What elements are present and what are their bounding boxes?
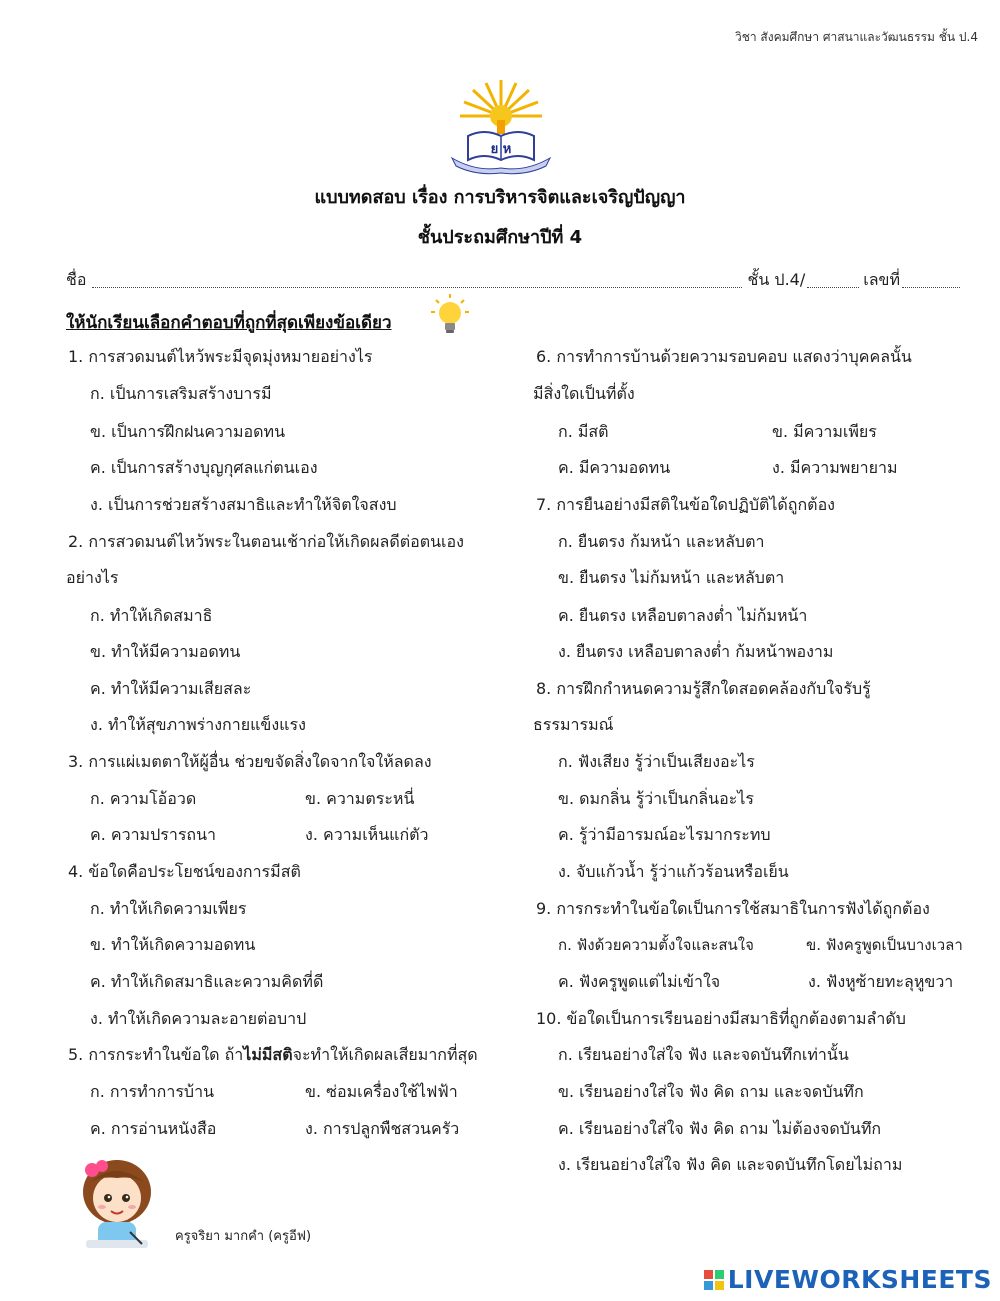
question-8: 8. การฝึกกำหนดความรู้สึกใดสอดคล้องกับใจรับรู้ bbox=[536, 679, 871, 698]
number-field[interactable] bbox=[902, 287, 960, 288]
question-9: 9. การกระทำในข้อใดเป็นการใช้สมาธิในการฟังได้ถูกต้อง bbox=[536, 899, 930, 918]
q10-option-c[interactable]: ค. เรียนอย่างใส่ใจ ฟัง คิด ถาม ไม่ต้องจดบันทึก bbox=[558, 1119, 882, 1138]
grade-title: ชั้นประถมศึกษาปีที่ 4 bbox=[417, 227, 583, 248]
q6-option-d[interactable]: ง. มีความพยายาม bbox=[772, 458, 898, 477]
teacher-name: ครูจริยา มากคำ (ครูอีฟ) bbox=[175, 1229, 312, 1244]
q5-option-a[interactable]: ก. การทำการบ้าน bbox=[90, 1082, 214, 1101]
q7-option-c[interactable]: ค. ยืนตรง เหลือบตาลงต่ำ ไม่ก้มหน้า bbox=[558, 606, 808, 625]
q8-option-d[interactable]: ง. จับแก้วน้ำ รู้ว่าแก้วร้อนหรือเย็น bbox=[558, 862, 789, 881]
student-info-line bbox=[66, 268, 960, 293]
q4-option-a[interactable]: ก. ทำให้เกิดความเพียร bbox=[90, 899, 247, 918]
q8-option-a[interactable]: ก. ฟังเสียง รู้ว่าเป็นเสียงอะไร bbox=[558, 752, 755, 771]
q5-option-c[interactable]: ค. การอ่านหนังสือ bbox=[90, 1119, 217, 1138]
q10-option-b[interactable]: ข. เรียนอย่างใส่ใจ ฟัง คิด ถาม และจดบันทึก bbox=[558, 1082, 864, 1101]
q4-option-b[interactable]: ข. ทำให้เกิดความอดทน bbox=[90, 935, 256, 954]
question-1: 1. การสวดมนต์ไหว้พระมีจุดมุ่งหมายอย่างไร bbox=[68, 347, 373, 366]
q10-option-a[interactable]: ก. เรียนอย่างใส่ใจ ฟัง และจดบันทึกเท่านั้น bbox=[558, 1045, 849, 1064]
question-2-cont: อย่างไร bbox=[66, 568, 119, 587]
q2-option-b[interactable]: ข. ทำให้มีความอดทน bbox=[90, 642, 241, 661]
question-8-cont: ธรรมารมณ์ bbox=[533, 715, 614, 734]
subject-header: วิชา สังคมศึกษา ศาสนาและวัฒนธรรม ชั้น ป.4 bbox=[734, 30, 978, 44]
q1-option-a[interactable]: ก. เป็นการเสริมสร้างบารมี bbox=[90, 384, 272, 403]
number-label: เลขที่ bbox=[863, 270, 900, 289]
question-4: 4. ข้อใดคือประโยชน์ของการมีสติ bbox=[68, 862, 301, 881]
q10-option-d[interactable]: ง. เรียนอย่างใส่ใจ ฟัง คิด และจดบันทึกโดยไม่ถาม bbox=[558, 1155, 903, 1174]
question-3: 3. การแผ่เมตตาให้ผู้อื่น ช่วยขจัดสิ่งใดจากใจให้ลดลง bbox=[68, 752, 432, 771]
q2-option-c[interactable]: ค. ทำให้มีความเสียสละ bbox=[90, 679, 252, 698]
name-label: ชื่อ bbox=[66, 270, 87, 289]
logo-letters: ย ห bbox=[490, 142, 512, 157]
girl-illustration bbox=[72, 1152, 162, 1252]
q3-option-c[interactable]: ค. ความปรารถนา bbox=[90, 825, 217, 844]
q7-option-d[interactable]: ง. ยืนตรง เหลือบตาลงต่ำ ก้มหน้าพองาม bbox=[558, 642, 834, 661]
q7-option-b[interactable]: ข. ยืนตรง ไม่ก้มหน้า และหลับตา bbox=[558, 568, 785, 587]
q3-option-b[interactable]: ข. ความตระหนี่ bbox=[305, 789, 415, 808]
q5-text-b: จะทำให้เกิดผลเสียมากที่สุด bbox=[292, 1045, 478, 1064]
q5-option-b[interactable]: ข. ซ่อมเครื่องใช้ไฟฟ้า bbox=[305, 1082, 458, 1101]
q1-option-d[interactable]: ง. เป็นการช่วยสร้างสมาธิและทำให้จิตใจสงบ bbox=[90, 495, 397, 514]
question-7: 7. การยืนอย่างมีสติในข้อใดปฏิบัติได้ถูกต้อง bbox=[536, 495, 835, 514]
liveworksheets-icon bbox=[704, 1270, 724, 1290]
q6-option-b[interactable]: ข. มีความเพียร bbox=[772, 422, 877, 441]
question-10: 10. ข้อใดเป็นการเรียนอย่างมีสมาธิที่ถูกต้องตามลำดับ bbox=[536, 1009, 906, 1028]
q1-option-b[interactable]: ข. เป็นการฝึกฝนความอดทน bbox=[90, 422, 286, 441]
q5-option-d[interactable]: ง. การปลูกพืชสวนครัว bbox=[305, 1119, 460, 1138]
question-6-cont: มีสิ่งใดเป็นที่ตั้ง bbox=[533, 384, 635, 403]
q9-option-b[interactable]: ข. ฟังครูพูดเป็นบางเวลา bbox=[806, 936, 963, 954]
instruction: ให้นักเรียนเลือกคำตอบที่ถูกที่สุดเพียงข้อเดียว bbox=[66, 313, 392, 333]
q6-option-a[interactable]: ก. มีสติ bbox=[558, 422, 609, 441]
name-field[interactable] bbox=[92, 286, 741, 288]
q9-option-c[interactable]: ค. ฟังครูพูดแต่ไม่เข้าใจ bbox=[558, 972, 721, 991]
q8-option-c[interactable]: ค. รู้ว่ามีอารมณ์อะไรมากระทบ bbox=[558, 825, 771, 844]
q3-option-a[interactable]: ก. ความโอ้อวด bbox=[90, 789, 197, 808]
q2-option-a[interactable]: ก. ทำให้เกิดสมาธิ bbox=[90, 606, 213, 625]
q4-option-d[interactable]: ง. ทำให้เกิดความละอายต่อบาป bbox=[90, 1009, 307, 1028]
q6-option-c[interactable]: ค. มีความอดทน bbox=[558, 458, 671, 477]
question-2: 2. การสวดมนต์ไหว้พระในตอนเช้าก่อให้เกิดผลดีต่อตนเอง bbox=[68, 532, 464, 551]
q4-option-c[interactable]: ค. ทำให้เกิดสมาธิและความคิดที่ดี bbox=[90, 972, 324, 991]
q5-emphasis: ไม่มีสติ bbox=[243, 1045, 293, 1064]
liveworksheets-watermark bbox=[704, 1265, 992, 1294]
q9-option-a[interactable]: ก. ฟังด้วยความตั้งใจและสนใจ bbox=[558, 936, 754, 954]
q7-option-a[interactable]: ก. ยืนตรง ก้มหน้า และหลับตา bbox=[558, 532, 765, 551]
class-field[interactable] bbox=[807, 287, 859, 288]
exam-title: แบบทดสอบ เรื่อง การบริหารจิตและเจริญปัญญา bbox=[314, 187, 686, 208]
q8-option-b[interactable]: ข. ดมกลิ่น รู้ว่าเป็นกลิ่นอะไร bbox=[558, 789, 754, 808]
light-bulb-icon bbox=[428, 292, 472, 338]
q1-option-c[interactable]: ค. เป็นการสร้างบุญกุศลแก่ตนเอง bbox=[90, 458, 318, 477]
class-label: ชั้น ป.4/ bbox=[747, 270, 806, 289]
q3-option-d[interactable]: ง. ความเห็นแก่ตัว bbox=[305, 825, 429, 844]
q2-option-d[interactable]: ง. ทำให้สุขภาพร่างกายแข็งแรง bbox=[90, 715, 306, 734]
question-5 bbox=[68, 1043, 478, 1068]
watermark-text: LIVEWORKSHEETS bbox=[727, 1265, 992, 1294]
question-6: 6. การทำการบ้านด้วยความรอบคอบ แสดงว่าบุคคลนั้น bbox=[536, 347, 912, 366]
q9-option-d[interactable]: ง. ฟังหูซ้ายทะลุหูขวา bbox=[808, 972, 954, 991]
school-logo bbox=[446, 76, 556, 176]
q5-text-a: 5. การกระทำในข้อใด ถ้า bbox=[68, 1045, 244, 1064]
